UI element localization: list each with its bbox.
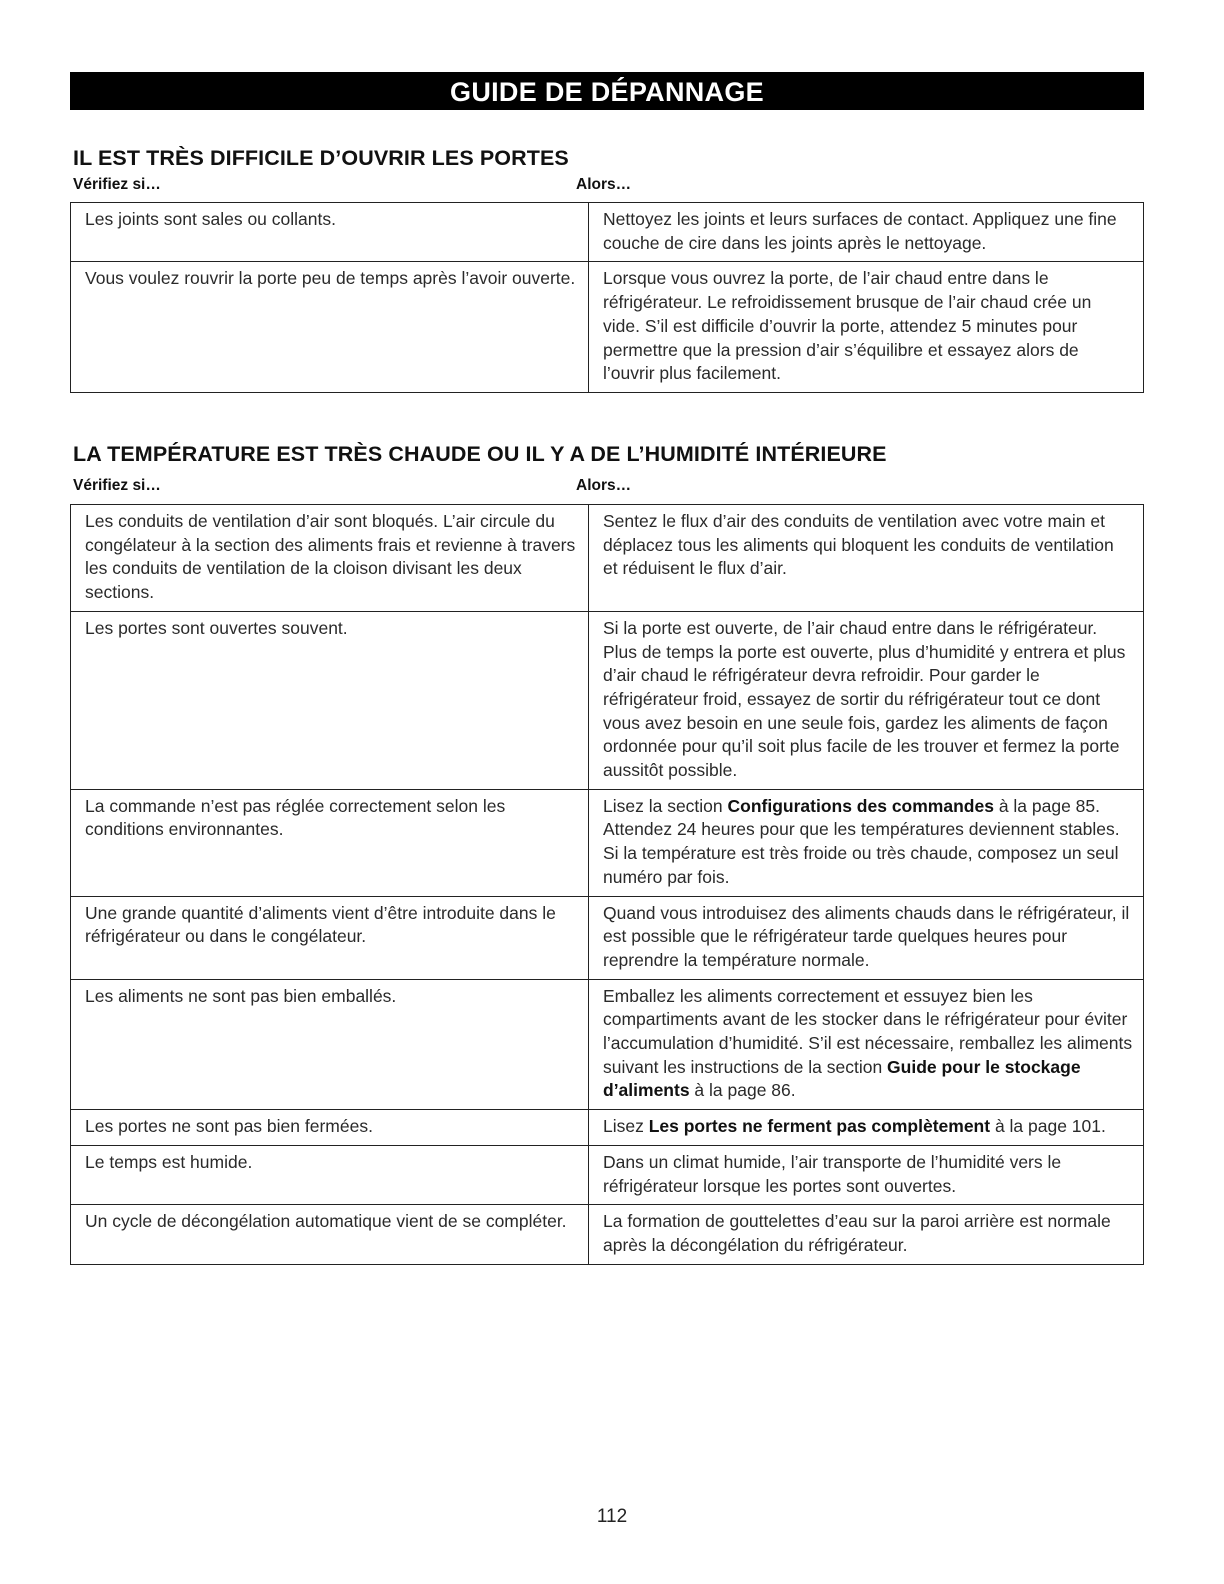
table-row	[71, 896, 1144, 979]
check-cell: Les joints sont sales ou collants.	[71, 203, 589, 262]
check-cell: Les aliments ne sont pas bien emballés.	[71, 979, 589, 1110]
column-header-then: Alors…	[576, 176, 632, 193]
table-doors	[70, 202, 1144, 393]
then-text: Emballez les aliments correctement et essuyez bien les compartiments avant de les stocker dans le réfrigérateur pour éviter l’accumulation d’humidité. S’il est nécessaire, remballez les aliments suivant les instructions de la section	[603, 985, 1133, 1077]
section-title-doors: IL EST TRÈS DIFFICILE D’OUVRIR LES PORTES	[73, 146, 569, 170]
check-cell: Les portes sont ouvertes souvent.	[71, 611, 589, 789]
then-text: Lisez	[603, 1116, 649, 1137]
then-cell: Sentez le flux d’air des conduits de ventilation avec votre main et déplacez tous les aliments qui bloquent les conduits de ventilation et réduisent le flux d’air.	[589, 505, 1144, 612]
then-cell: Nettoyez les joints et leurs surfaces de contact. Appliquez une fine couche de cire dans les joints après le nettoyage.	[589, 203, 1144, 262]
page-banner: GUIDE DE DÉPANNAGE	[70, 72, 1144, 110]
table-row	[71, 1145, 1144, 1204]
then-text: à la page 86.	[689, 1080, 796, 1101]
check-cell: Une grande quantité d’aliments vient d’être introduite dans le réfrigérateur ou dans le congélateur.	[71, 896, 589, 979]
then-cell: Quand vous introduisez des aliments chauds dans le réfrigérateur, il est possible que le réfrigérateur tarde quelques heures pour reprendre la température normale.	[589, 896, 1144, 979]
then-cell	[589, 979, 1144, 1110]
reference-bold: Configurations des commandes	[727, 795, 994, 816]
table-row	[71, 1205, 1144, 1264]
then-text: Lisez la section	[603, 795, 728, 816]
table-row	[71, 611, 1144, 789]
column-header-check: Vérifiez si…	[73, 176, 161, 193]
check-cell: Les portes ne sont pas bien fermées.	[71, 1110, 589, 1146]
then-cell: La formation de gouttelettes d’eau sur la paroi arrière est normale après la décongélation du réfrigérateur.	[589, 1205, 1144, 1264]
then-cell	[589, 1110, 1144, 1146]
table-temperature	[70, 504, 1144, 1265]
page-number: 112	[596, 1506, 628, 1527]
reference-bold: Guide pour le stockage d’aliments	[603, 1056, 1081, 1101]
column-header-then: Alors…	[576, 477, 632, 494]
column-header-check: Vérifiez si…	[73, 477, 161, 494]
table-row	[71, 1110, 1144, 1146]
table-row	[71, 789, 1144, 896]
reference-bold: Les portes ne ferment pas complètement	[648, 1116, 991, 1137]
then-cell: Dans un climat humide, l’air transporte de l’humidité vers le réfrigérateur lorsque les portes sont ouvertes.	[589, 1145, 1144, 1204]
table-row	[71, 262, 1144, 393]
check-cell: Les conduits de ventilation d’air sont bloqués. L’air circule du congélateur à la section des aliments frais et revienne à travers les conduits de ventilation de la cloison divisant les deux sections.	[71, 505, 589, 612]
check-cell: Un cycle de décongélation automatique vient de se compléter.	[71, 1205, 589, 1264]
check-cell: Le temps est humide.	[71, 1145, 589, 1204]
table-row	[71, 979, 1144, 1110]
table-row	[71, 203, 1144, 262]
then-cell: Lorsque vous ouvrez la porte, de l’air chaud entre dans le réfrigérateur. Le refroidissement brusque de l’air chaud crée un vide. S’il est difficile d’ouvrir la porte, attendez 5 minutes pour permettre que la pression d’air s’équilibre et essayez alors de l’ouvrir plus facilement.	[589, 262, 1144, 393]
then-text: à la page 101.	[990, 1116, 1106, 1137]
then-cell: Si la porte est ouverte, de l’air chaud entre dans le réfrigérateur. Plus de temps la porte est ouverte, plus d’humidité y entrera et plus d’air chaud le réfrigérateur devra refroidir. Pour garder le réfrigérateur froid, essayez de sortir du réfrigérateur tout ce dont vous avez besoin en une seule fois, gardez les aliments de façon ordonnée pour qu’il soit plus facile de les trouver et fermez la porte aussitôt possible.	[589, 611, 1144, 789]
table-row	[71, 505, 1144, 612]
section-title-temperature: LA TEMPÉRATURE EST TRÈS CHAUDE OU IL Y A DE L’HUMIDITÉ INTÉRIEURE	[73, 442, 887, 466]
then-text: à la page 85. Attendez 24 heures pour que les températures deviennent stables. Si la température est très froide ou très chaude, composez un seul numéro par fois.	[603, 795, 1120, 887]
check-cell: Vous voulez rouvrir la porte peu de temps après l’avoir ouverte.	[71, 262, 589, 393]
then-cell	[589, 789, 1144, 896]
check-cell: La commande n’est pas réglée correctement selon les conditions environnantes.	[71, 789, 589, 896]
